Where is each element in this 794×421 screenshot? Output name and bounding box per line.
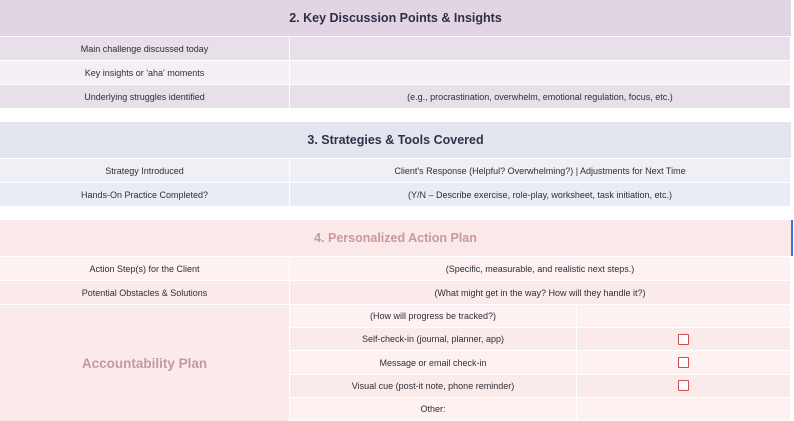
row-label: Strategy Introduced [0, 159, 290, 182]
row-value-field[interactable]: (What might get in the way? How will they handle it?) [290, 281, 791, 304]
table-row [0, 159, 791, 183]
row-value-field[interactable]: Client's Response (Helpful? Overwhelming?) | Adjustments for Next Time [290, 159, 791, 182]
row-value-field[interactable] [290, 61, 791, 84]
table-row [0, 85, 791, 109]
message-check-in-checkbox[interactable] [678, 357, 689, 368]
accountability-options [290, 305, 791, 421]
empty-cell [577, 398, 791, 420]
row-label: Action Step(s) for the Client [0, 257, 290, 280]
section-title: 3. Strategies & Tools Covered [0, 122, 791, 159]
row-value-field[interactable]: (e.g., procrastination, overwhelm, emotional regulation, focus, etc.) [290, 85, 791, 108]
list-item [290, 398, 791, 421]
row-label: Underlying struggles identified [0, 85, 290, 108]
row-label: Hands-On Practice Completed? [0, 183, 290, 206]
option-label: Visual cue (post-it note, phone reminder) [290, 375, 577, 397]
table-row [0, 281, 791, 305]
section-title: 4. Personalized Action Plan [0, 220, 791, 257]
checkbox-cell [577, 351, 791, 373]
accountability-label: Accountability Plan [0, 305, 290, 421]
checkbox-cell [577, 375, 791, 397]
option-label: Message or email check-in [290, 351, 577, 373]
self-check-in-checkbox[interactable] [678, 334, 689, 345]
row-value-field[interactable]: (Y/N – Describe exercise, role-play, worksheet, task initiation, etc.) [290, 183, 791, 206]
table-row [0, 61, 791, 85]
accountability-plan [0, 305, 791, 421]
row-label: Main challenge discussed today [0, 37, 290, 60]
row-value-field[interactable]: (Specific, measurable, and realistic next steps.) [290, 257, 791, 280]
row-label: Potential Obstacles & Solutions [0, 281, 290, 304]
list-item [290, 351, 791, 374]
text-cursor-marker [791, 220, 793, 256]
other-label[interactable]: Other: [290, 398, 577, 420]
table-row [0, 37, 791, 61]
visual-cue-checkbox[interactable] [678, 380, 689, 391]
row-label: Key insights or 'aha' moments [0, 61, 290, 84]
accountability-prompt: (How will progress be tracked?) [290, 305, 577, 327]
section-strategies-tools [0, 122, 791, 207]
option-label: Self-check-in (journal, planner, app) [290, 328, 577, 350]
table-row [0, 257, 791, 281]
row-value-field[interactable] [290, 37, 791, 60]
table-row [0, 183, 791, 207]
list-item [290, 375, 791, 398]
accountability-prompt-row [290, 305, 791, 328]
section-key-discussion [0, 0, 791, 109]
section-title: 2. Key Discussion Points & Insights [0, 0, 791, 37]
checkbox-cell [577, 328, 791, 350]
empty-cell [577, 305, 791, 327]
section-action-plan [0, 220, 791, 421]
list-item [290, 328, 791, 351]
